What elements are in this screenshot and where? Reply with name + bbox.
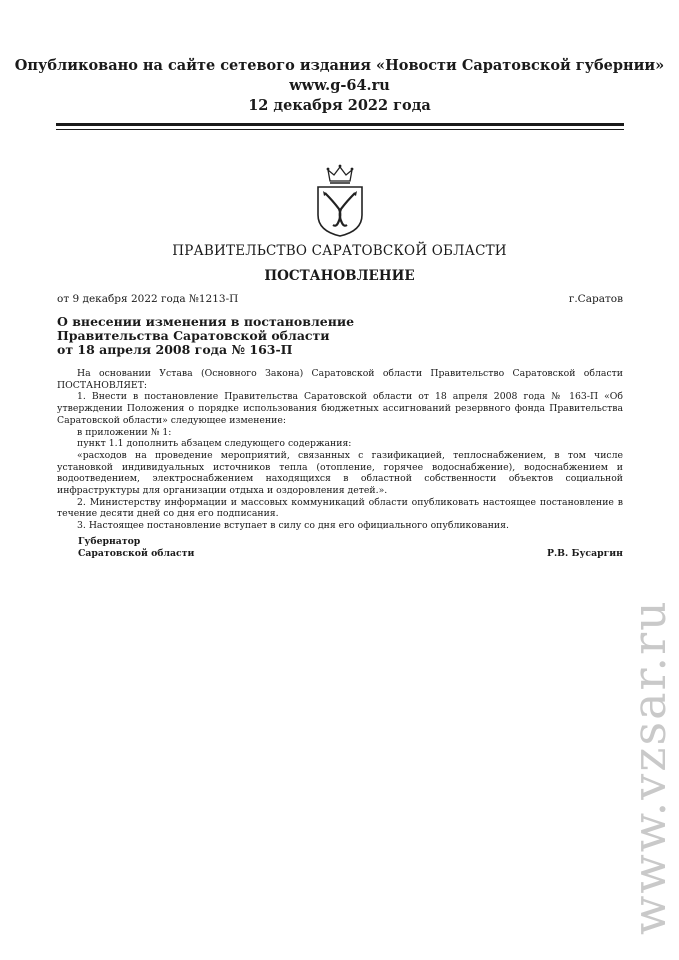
document-date-number: от 9 декабря 2022 года №1213-П [57, 293, 239, 305]
document-body [57, 368, 623, 532]
signature-block [78, 536, 623, 559]
signer-title: Губернатор [78, 536, 141, 547]
signer-name: Р.В. Бусаргин [546, 547, 623, 559]
document-subject [57, 315, 354, 357]
subject-line: от 18 апреля 2008 года № 163-П [57, 342, 293, 357]
body-paragraph: «расходов на проведение мероприятий, связанных с газификацией, теплоснабжением, в том числе установкой индивидуальных источников тепла (отопление, горячее водоснабжение), водоснабжением и водоотведением, электроснабжением находящихся в областной собственности объектов социальной инфраструктуры для организации отдыха и оздоровления детей.». [57, 449, 623, 497]
government-name: ПРАВИТЕЛЬСТВО САРАТОВСКОЙ ОБЛАСТИ [172, 243, 507, 259]
publication-header [0, 56, 679, 116]
header-rule-thin [56, 129, 624, 130]
header-rule-thick [56, 123, 624, 126]
subject-line: Правительства Саратовской области [57, 328, 330, 343]
document-city: г.Саратов [568, 293, 623, 305]
date-line [57, 293, 623, 305]
saratov-coat-of-arms-icon [313, 163, 367, 237]
body-paragraph: 1. Внести в постановление Правительства Саратовской области от 18 апреля 2008 года № 163-П «Об утверждении Положения о порядке использования бюджетных ассигнований резервного фонда Правительства Саратовской области» следующее изменение: [57, 391, 623, 426]
signer-title: Саратовской области [78, 547, 195, 559]
body-paragraph: 3. Настоящее постановление вступает в силу со дня его официального опубликования. [77, 520, 509, 532]
document-type: ПОСТАНОВЛЕНИЕ [264, 268, 415, 284]
body-paragraph: пункт 1.1 дополнить абзацем следующего содержания: [77, 438, 352, 450]
subject-line: О внесении изменения в постановление [57, 314, 355, 329]
publication-notice: Опубликовано на сайте сетевого издания «Новости Саратовской губернии» [14, 57, 665, 74]
body-paragraph: 2. Министерству информации и массовых коммуникаций области опубликовать настоящее постановление в течение десяти дней со дня его подписания. [57, 496, 623, 520]
body-paragraph: в приложении № 1: [77, 426, 172, 438]
publication-site: www.g-64.ru [289, 77, 390, 94]
site-watermark: www.vzsar.ru [622, 599, 676, 935]
publication-date: 12 декабря 2022 года [248, 97, 431, 114]
body-paragraph: На основании Устава (Основного Закона) Саратовской области Правительство Саратовской области ПОСТАНОВЛЯЕТ: [57, 368, 623, 391]
